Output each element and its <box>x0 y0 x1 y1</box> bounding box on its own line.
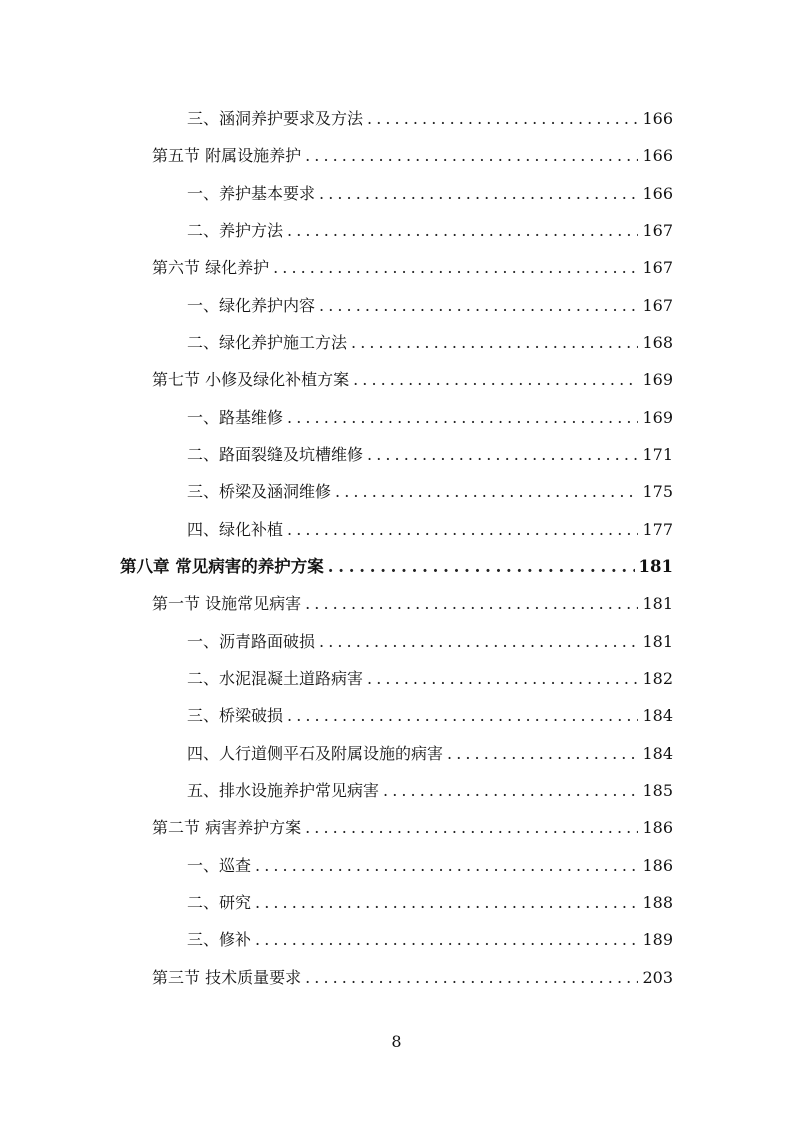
toc-entry-page: 185 <box>642 781 673 800</box>
toc-entry[interactable] <box>187 439 673 471</box>
toc-entry[interactable] <box>187 514 673 546</box>
dot-leader <box>287 408 638 428</box>
toc-entry[interactable] <box>187 215 673 247</box>
toc-entry-title: 第二节 病害养护方案 <box>152 818 302 837</box>
dot-leader <box>383 781 638 801</box>
toc-entry[interactable] <box>187 887 673 919</box>
toc-entry-title: 五、排水设施养护常见病害 <box>187 781 380 800</box>
toc-entry[interactable] <box>152 588 673 620</box>
toc-entry-title: 第六节 绿化养护 <box>152 258 270 277</box>
dot-leader <box>367 109 638 129</box>
toc-entry-title: 三、桥梁及涵洞维修 <box>187 482 332 501</box>
toc-entry-page: 182 <box>642 669 673 688</box>
toc-entry[interactable] <box>187 178 673 210</box>
toc-entry-page: 177 <box>642 520 673 539</box>
toc-entry-page: 167 <box>642 296 673 315</box>
toc-entry-page: 184 <box>642 706 673 725</box>
dot-leader <box>319 296 638 316</box>
toc-entry-title: 四、人行道侧平石及附属设施的病害 <box>187 744 444 763</box>
toc-entry[interactable] <box>187 850 673 882</box>
dot-leader <box>367 669 638 689</box>
toc-entry-page: 184 <box>642 744 673 763</box>
toc-entry-title: 第五节 附属设施养护 <box>152 146 302 165</box>
toc-entry-page: 189 <box>642 930 673 949</box>
toc-entry-title: 一、路基维修 <box>187 408 284 427</box>
toc-entry[interactable] <box>152 140 673 172</box>
toc-entry[interactable] <box>187 402 673 434</box>
dot-leader <box>255 893 638 913</box>
toc-entry-title: 三、桥梁破损 <box>187 706 284 725</box>
toc-entry-title: 四、绿化补植 <box>187 520 284 539</box>
dot-leader <box>305 818 638 838</box>
toc-entry-title: 一、沥青路面破损 <box>187 632 316 651</box>
toc-entry[interactable] <box>187 626 673 658</box>
toc-entry-page: 181 <box>638 557 673 576</box>
toc-entry[interactable] <box>187 290 673 322</box>
dot-leader <box>447 744 638 764</box>
dot-leader <box>305 594 638 614</box>
toc-entry-title: 二、水泥混凝土道路病害 <box>187 669 364 688</box>
dot-leader <box>305 146 638 166</box>
toc-entry-page: 181 <box>642 594 673 613</box>
toc-entry-title: 三、涵洞养护要求及方法 <box>187 109 364 128</box>
toc-entry-title: 第一节 设施常见病害 <box>152 594 302 613</box>
dot-leader <box>319 184 638 204</box>
dot-leader <box>367 445 638 465</box>
toc-entry[interactable] <box>187 700 673 732</box>
toc-entry-page: 167 <box>642 258 673 277</box>
toc-entry-page: 188 <box>642 893 673 912</box>
toc-chapter-entry[interactable] <box>120 551 673 583</box>
dot-leader <box>273 258 638 278</box>
toc-entry-title: 三、修补 <box>187 930 252 949</box>
dot-leader <box>287 520 638 540</box>
toc-entry[interactable] <box>187 327 673 359</box>
dot-leader <box>255 930 638 950</box>
toc-entry[interactable] <box>152 252 673 284</box>
dot-leader <box>319 632 638 652</box>
toc-entry[interactable] <box>152 962 673 994</box>
toc-entry-page: 169 <box>642 370 673 389</box>
toc-entry-title: 二、路面裂缝及坑槽维修 <box>187 445 364 464</box>
toc-entry-page: 166 <box>642 146 673 165</box>
toc-entry[interactable] <box>187 924 673 956</box>
toc-entry[interactable] <box>187 775 673 807</box>
toc-entry-page: 169 <box>642 408 673 427</box>
dot-leader <box>287 706 638 726</box>
toc-entry-page: 175 <box>642 482 673 501</box>
dot-leader <box>353 370 638 390</box>
toc-entry-page: 186 <box>642 818 673 837</box>
toc-entry-title: 第三节 技术质量要求 <box>152 968 302 987</box>
toc-entry[interactable] <box>187 103 673 135</box>
toc-entry[interactable] <box>187 476 673 508</box>
toc-entry-page: 181 <box>642 632 673 651</box>
toc-entry-title: 一、巡查 <box>187 856 252 875</box>
toc-entry-page: 166 <box>642 184 673 203</box>
dot-leader <box>328 557 635 577</box>
toc-entry-title: 二、绿化养护施工方法 <box>187 333 348 352</box>
dot-leader <box>305 968 638 988</box>
toc-entry[interactable] <box>187 663 673 695</box>
toc-entry-page: 167 <box>642 221 673 240</box>
toc-entry[interactable] <box>152 364 673 396</box>
toc-entry-title: 一、养护基本要求 <box>187 184 316 203</box>
page-number: 8 <box>391 1032 402 1051</box>
toc-entry-title: 二、研究 <box>187 893 252 912</box>
dot-leader <box>287 221 638 241</box>
toc-entry-page: 203 <box>642 968 673 987</box>
dot-leader <box>335 482 638 502</box>
toc-entry[interactable] <box>187 738 673 770</box>
toc-entry-title: 第八章 常见病害的养护方案 <box>120 557 324 576</box>
toc-entry-page: 168 <box>642 333 673 352</box>
dot-leader <box>255 856 638 876</box>
toc-entry-page: 166 <box>642 109 673 128</box>
toc-entry[interactable] <box>152 812 673 844</box>
dot-leader <box>351 333 638 353</box>
toc-entry-page: 186 <box>642 856 673 875</box>
toc-entry-title: 二、养护方法 <box>187 221 284 240</box>
toc-entry-title: 一、绿化养护内容 <box>187 296 316 315</box>
toc-entry-title: 第七节 小修及绿化补植方案 <box>152 370 350 389</box>
toc-entry-page: 171 <box>642 445 673 464</box>
